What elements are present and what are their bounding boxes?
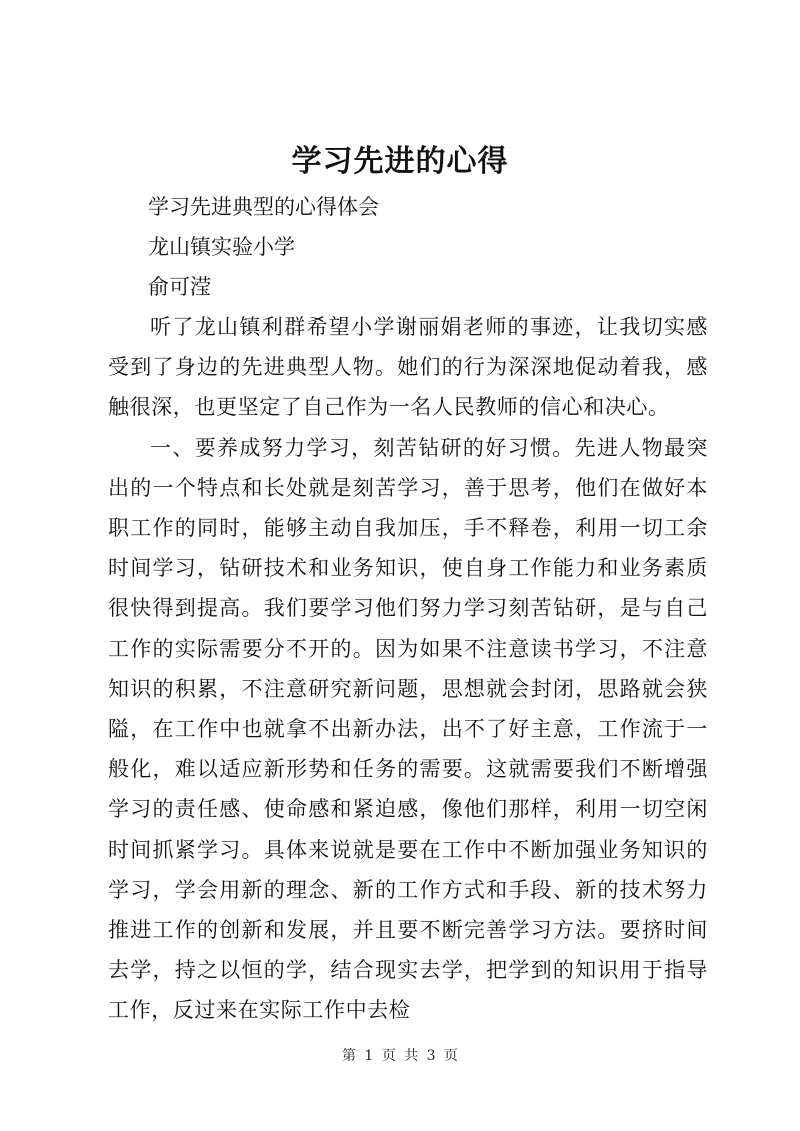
page-number-footer: 第 1 页 共 3 页	[341, 1048, 459, 1064]
paragraph-study-habits: 一、要养成努力学习，刻苦钻研的好习惯。先进人物最突出的一个特点和长处就是刻苦学习，善于思考，他们在做好本职工作的同时，能够主动自我加压，手不释卷，利用一切工余时间学习，钻研技术和业务知识，使自身工作能力和业务素质很快得到提高。我们要学习他们努力学习刻苦钻研，是与自己工作的实际需要分不开的。因为如果不注意读书学习，不注意知识的积累，不注意研究新问题，思想就会封闭，思路就会狭隘，在工作中也就拿不出新办法，出不了好主意，工作流于一般化，难以适应新形势和任务的需要。这就需要我们不断增强学习的责任感、使命感和紧迫感，像他们那样，利用一切空闲时间抓紧学习。具体来说就是要在工作中不断加强业务知识的学习，学会用新的理念、新的工作方式和手段、新的技术努力推进工作的创新和发展，并且要不断完善学习方法。要挤时间去学，持之以恒的学，结合现实去学，把学到的知识用于指导工作，反过来在实际工作中去检	[108, 435, 708, 1023]
document-subtitle: 学习先进典型的心得体会	[148, 195, 379, 219]
author-name: 俞可滢	[148, 275, 211, 299]
school-name: 龙山镇实验小学	[148, 235, 295, 259]
document-body	[108, 187, 708, 1031]
paragraph-intro: 听了龙山镇利群希望小学谢丽娟老师的事迹，让我切实感受到了身边的先进典型人物。她们的行为深深地促动着我，感触很深，也更坚定了自己作为一名人民教师的信心和决心。	[108, 315, 708, 420]
document-title: 学习先进的心得	[291, 144, 509, 179]
